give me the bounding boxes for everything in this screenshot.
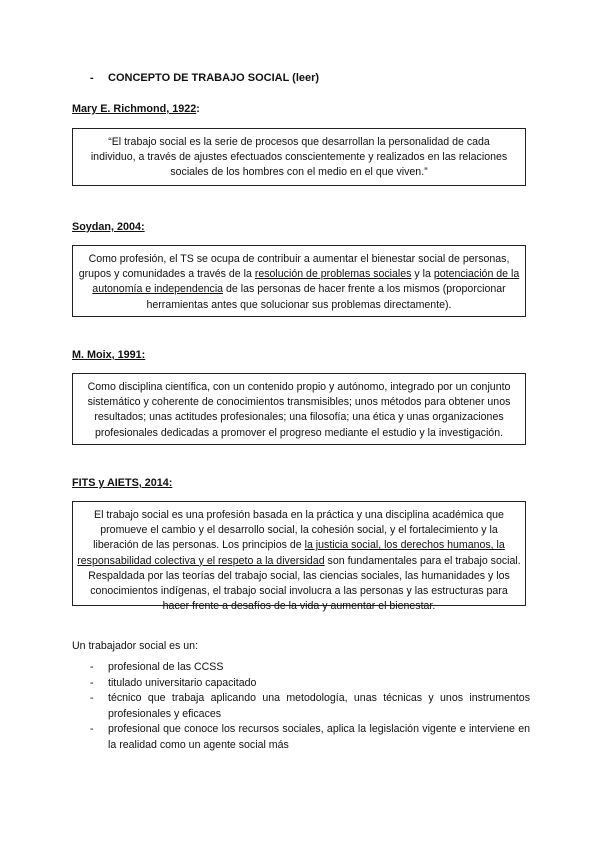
section-heading xyxy=(90,72,319,84)
author-soydan-name: Soydan, 2004: xyxy=(72,221,145,233)
author-moix-name: M. Moix, 1991: xyxy=(72,349,146,361)
quote-box-richmond xyxy=(72,128,526,186)
list-item xyxy=(90,722,530,753)
list-item xyxy=(90,676,530,692)
heading-title: CONCEPTO DE TRABAJO SOCIAL (leer) xyxy=(108,72,320,84)
quote-fits-text-a: El trabajo social es una profesión basada en la práctica y una disciplina académica que promueve el cambio y el desarrollo social, la cohesión social, y el fortalecimiento y la liberación de las personas. Los principios de xyxy=(93,509,504,552)
author-fits xyxy=(72,477,172,489)
author-richmond xyxy=(72,103,200,115)
author-fits-name: FITS y AIETS, 2014: xyxy=(72,477,173,489)
list-item xyxy=(90,691,530,722)
bullet-list xyxy=(90,660,530,753)
author-richmond-suffix: : xyxy=(196,103,200,115)
quote-soydan-text-c: de las personas de hacer frente a los mismos (proporcionar herramientas antes que solucionar sus problemas directamente). xyxy=(146,283,506,311)
quote-fits-text-b: son fundamentales para el trabajo social. Respaldada por las teorías del trabajo social, las ciencias sociales, las humanidades y los conocimientos indígenas, el trabajo social involucra a las personas y las estructuras para hacer frente a desafíos de la vida y aumentar el bienestar. xyxy=(88,554,521,613)
quote-moix-text: Como disciplina científica, con un contenido propio y autónomo, integrado por un conjunto sistemático y coherente de conocimientos transmisibles; unos métodos para obtener unos resultados; unas actitudes profesionales; una filosofía; una ética y unas organizaciones profesionales dedicadas a promover el progreso mediante el estudio y la investigación. xyxy=(87,381,511,439)
list-bullet: - xyxy=(90,692,94,704)
list-item-text: técnico que trabaja aplicando una metodología, unas técnicas y unos instrumentos profesionales y eficaces xyxy=(108,692,530,720)
quote-soydan-text-a: Como profesión, el TS se ocupa de contribuir a aumentar el bienestar social de personas, grupos y comunidades a través de la xyxy=(78,253,510,281)
quote-box-moix xyxy=(72,373,526,445)
list-item xyxy=(90,660,530,676)
quote-fits-link-principios: la justicia social, los derechos humanos, la responsabilidad colectiva y el respeto a la diversidad xyxy=(77,539,505,567)
quote-box-soydan xyxy=(72,245,526,317)
list-bullet: - xyxy=(90,661,94,673)
list-item-text: titulado universitario capacitado xyxy=(108,676,257,689)
quote-box-fits xyxy=(72,501,526,613)
author-richmond-name: Mary E. Richmond, 1922 xyxy=(72,103,197,115)
intro-text: Un trabajador social es un: xyxy=(72,640,199,652)
heading-bullet: - xyxy=(90,72,94,84)
quote-soydan-link-resolucion: resolución de problemas sociales xyxy=(254,268,412,281)
list-item-text: profesional de las CCSS xyxy=(108,661,224,673)
list-bullet: - xyxy=(90,676,94,689)
quote-soydan-text-b: y la xyxy=(411,268,434,281)
author-moix xyxy=(72,349,145,361)
quote-soydan-link-potenciacion: potenciación de la autonomía e independencia xyxy=(92,268,520,296)
quote-richmond-text: “El trabajo social es la serie de procesos que desarrollan la personalidad de cada individuo, a través de ajustes efectuados conscientemente y realizados en las relaciones sociales de los hombres con el medio en el que viven.” xyxy=(90,136,508,179)
list-item-text: profesional que conoce los recursos sociales, aplica la legislación vigente e interviene en la realidad como un agente social más xyxy=(108,723,530,751)
author-soydan xyxy=(72,221,145,233)
list-bullet: - xyxy=(90,723,94,735)
